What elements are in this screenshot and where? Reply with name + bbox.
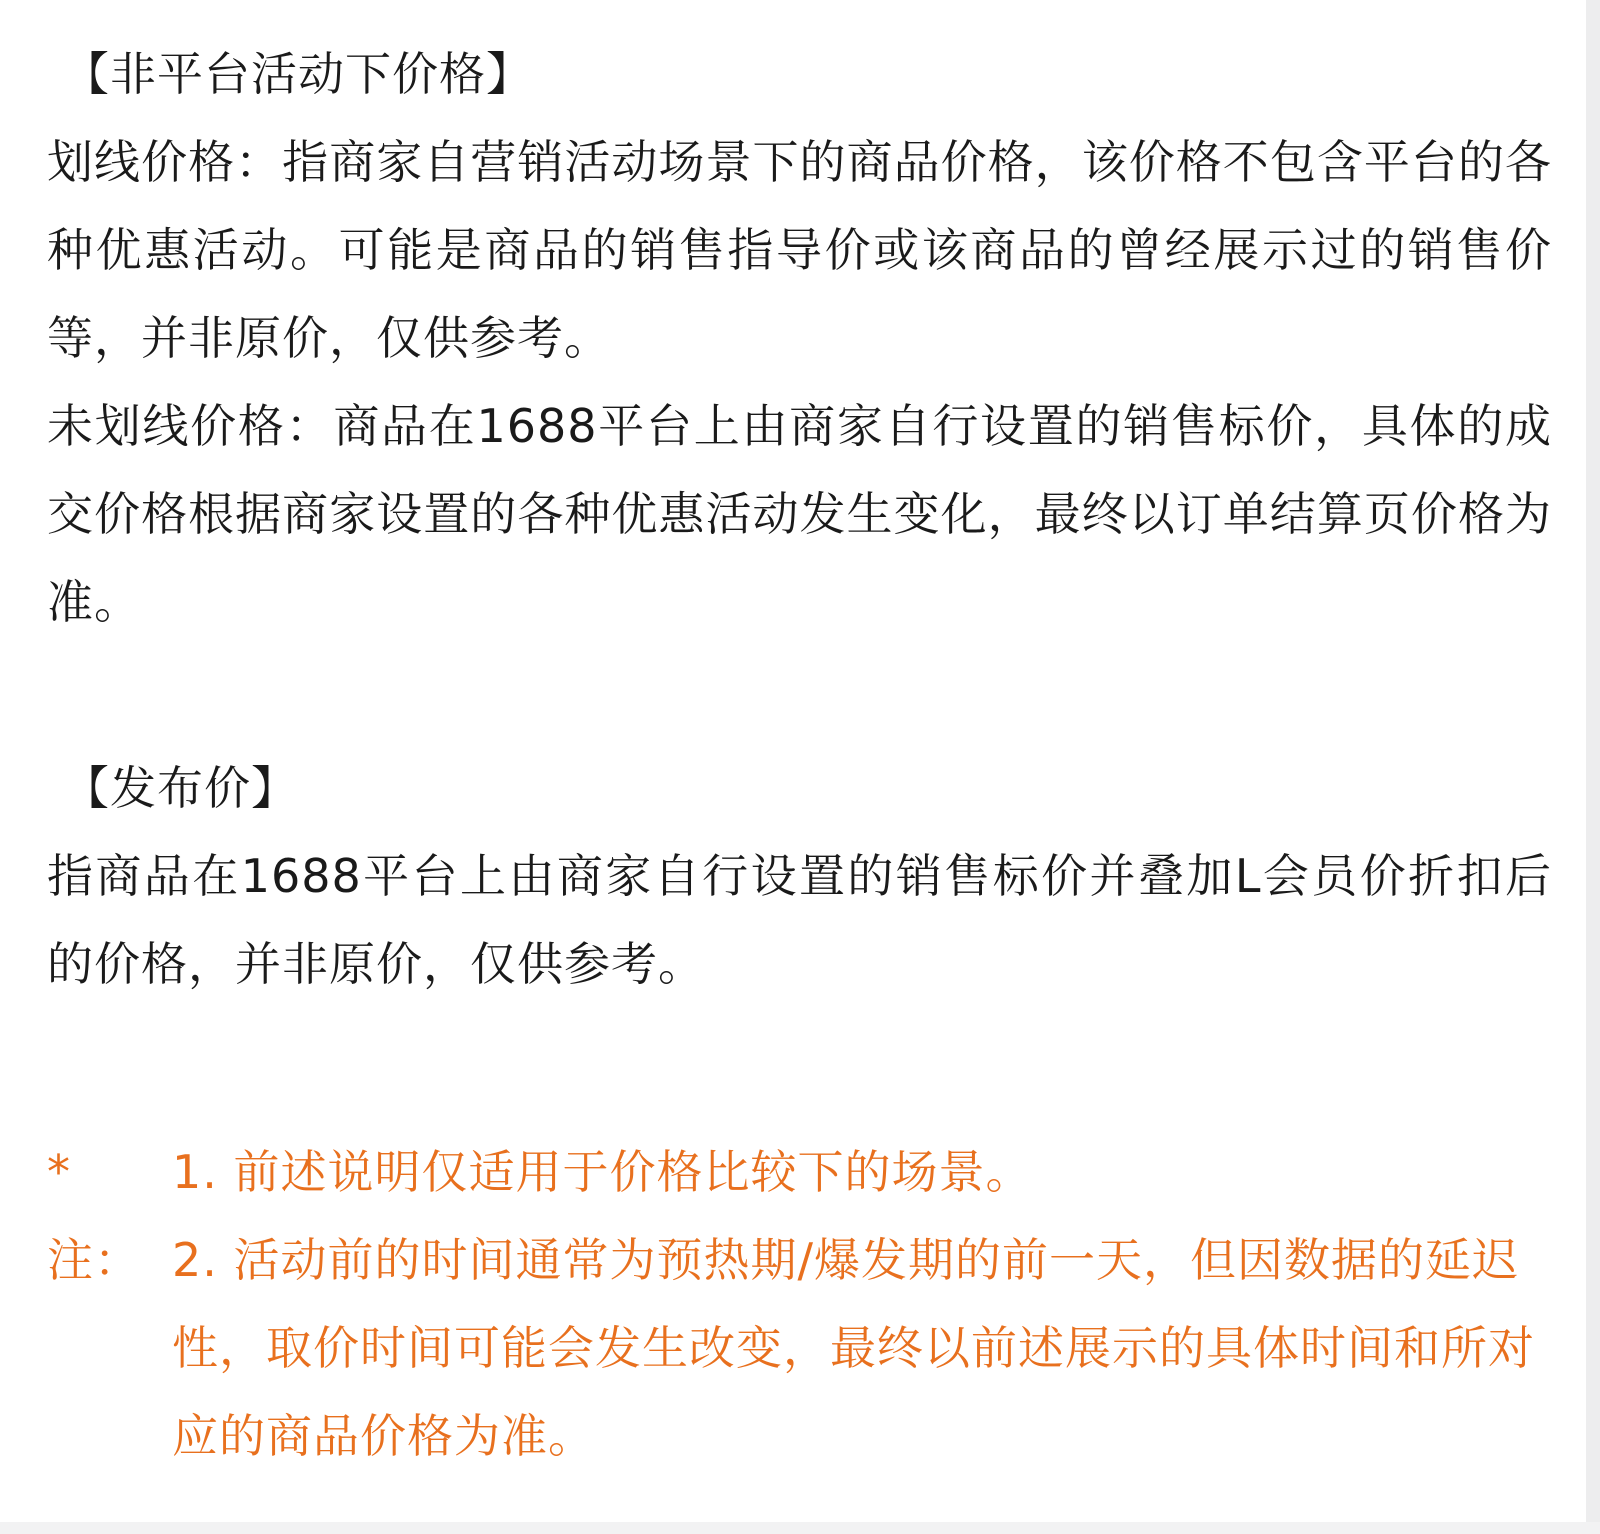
crossed-price-description: 划线价格：指商家自营销活动场景下的商品价格，该价格不包含平台的各种优惠活动。可能是商品的销售指导价或该商品的曾经展示过的销售价等，并非原价，仅供参考。 <box>47 135 1552 365</box>
note-items <box>172 1128 1552 1480</box>
bottom-edge-strip <box>0 1522 1600 1534</box>
section-title-publish-price: 【发布价】 <box>63 761 298 815</box>
price-explanation-content <box>47 40 1552 1480</box>
note-block <box>47 1128 1552 1480</box>
note-label: 注： <box>47 1233 141 1287</box>
uncrossed-price-description: 未划线价格：商品在1688平台上由商家自行设置的销售标价，具体的成交价格根据商家设置的各种优惠活动发生变化，最终以订单结算页价格为准。 <box>47 399 1552 629</box>
note-item-1: 1. 前述说明仅适用于价格比较下的场景。 <box>172 1145 1033 1199</box>
publish-price-description: 指商品在1688平台上由商家自行设置的销售标价并叠加L会员价折扣后的价格，并非原价，仅供参考。 <box>47 849 1552 991</box>
spacer <box>47 1008 1552 1128</box>
note-star-mark: * <box>47 1145 71 1199</box>
note-item-2: 2. 活动前的时间通常为预热期/爆发期的前一天，但因数据的延迟性，取价时间可能会发生改变，最终以前述展示的具体时间和所对应的商品价格为准。 <box>172 1233 1535 1463</box>
spacer <box>47 646 1552 754</box>
right-edge-strip <box>1586 0 1600 1534</box>
section-title-non-platform-price: 【非平台活动下价格】 <box>63 47 533 101</box>
